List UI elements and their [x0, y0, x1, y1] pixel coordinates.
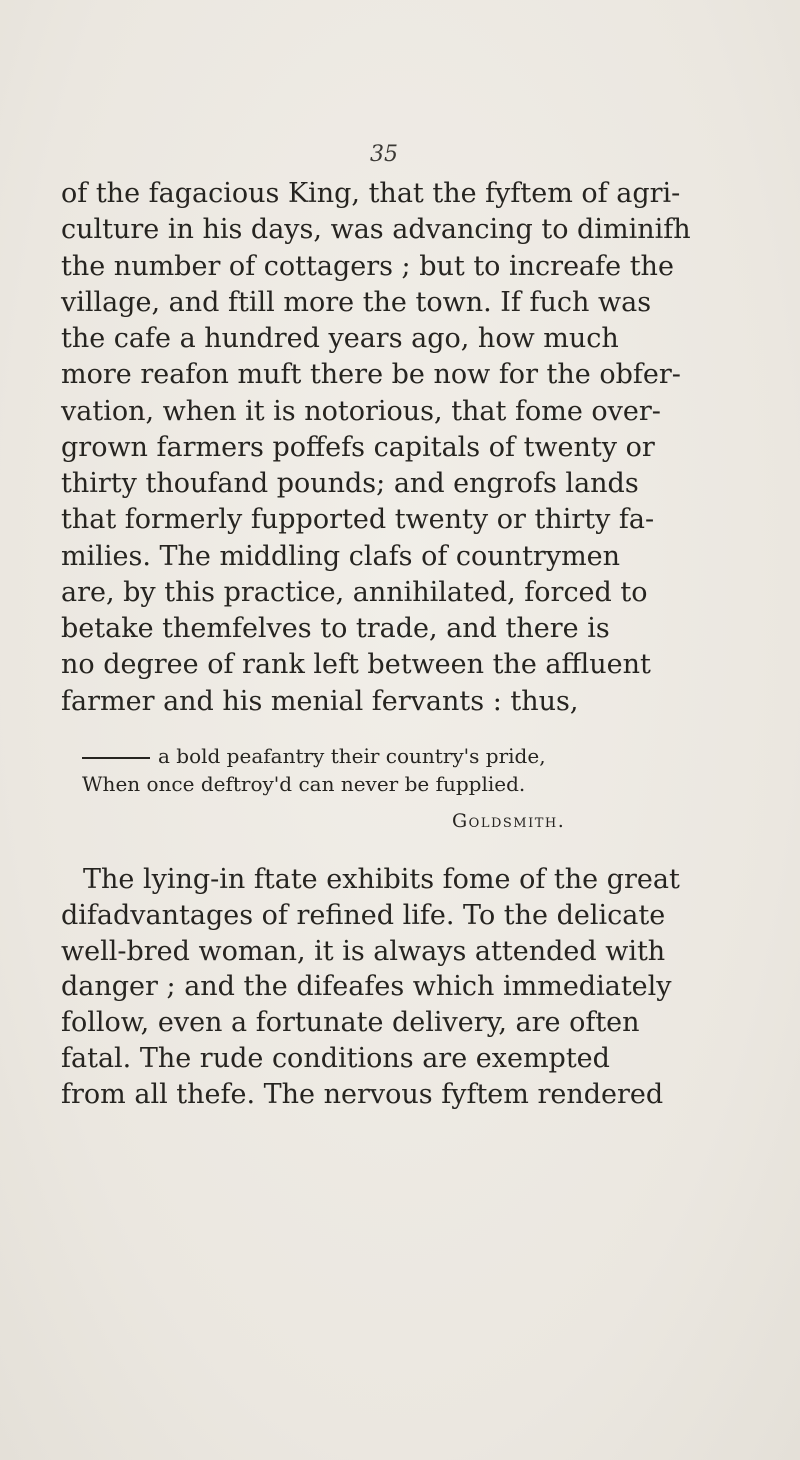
text-line: milies. The middling clafs of countrymen [61, 540, 621, 572]
text-line: the number of cottagers ; but to increafe the [61, 250, 674, 282]
text-line: the cafe a hundred years ago, how much [61, 323, 619, 354]
quote-line-2: When once deftroy'd can never be fupplied. [82, 772, 526, 796]
quote-text-1: a bold peafantry their country's pride, [158, 744, 546, 768]
text-line: farmer and his menial fervants : thus, [61, 685, 579, 717]
em-dash-rule [82, 757, 150, 759]
text-line: vation, when it is notorious, that fome over- [61, 395, 661, 427]
text-line: danger ; and the difeafes which immediately [61, 971, 672, 1003]
text-line: follow, even a fortunate delivery, are often [61, 1007, 640, 1039]
text-line: from all thefe. The nervous fyftem rendered [61, 1078, 664, 1110]
text-line: that formerly fupported twenty or thirty fa- [61, 504, 655, 536]
text-line: of the fagacious King, that the fyftem of agri- [61, 178, 681, 209]
paragraph-continued [61, 176, 691, 720]
text-line: culture in his days, was advancing to diminifh [61, 214, 691, 246]
text-line: grown farmers poffefs capitals of twenty or [61, 431, 655, 463]
text-line: village, and ftill more the town. If fuch was [61, 286, 652, 318]
text-line: well-bred woman, it is always attended with [61, 935, 666, 967]
text-line: no degree of rank left between the affluent [61, 649, 651, 681]
text-line: more reafon muft there be now for the obfer- [61, 359, 681, 391]
paragraph-lying-in [61, 862, 680, 1113]
text-line: betake themfelves to trade, and there is [61, 613, 610, 644]
text-line: difadvantages of refined life. To the delicate [61, 899, 666, 931]
quote-line-1 [82, 742, 602, 770]
quote-attribution: Goldsmith. [452, 810, 566, 832]
page-number: 35 [370, 142, 398, 167]
text-line: are, by this practice, annihilated, forced to [61, 576, 648, 608]
text-line: The lying-in ftate exhibits fome of the great [83, 864, 680, 895]
text-line: fatal. The rude conditions are exempted [61, 1042, 610, 1074]
verse-quotation [82, 742, 602, 798]
text-line: thirty thoufand pounds; and engrofs lands [61, 468, 639, 499]
